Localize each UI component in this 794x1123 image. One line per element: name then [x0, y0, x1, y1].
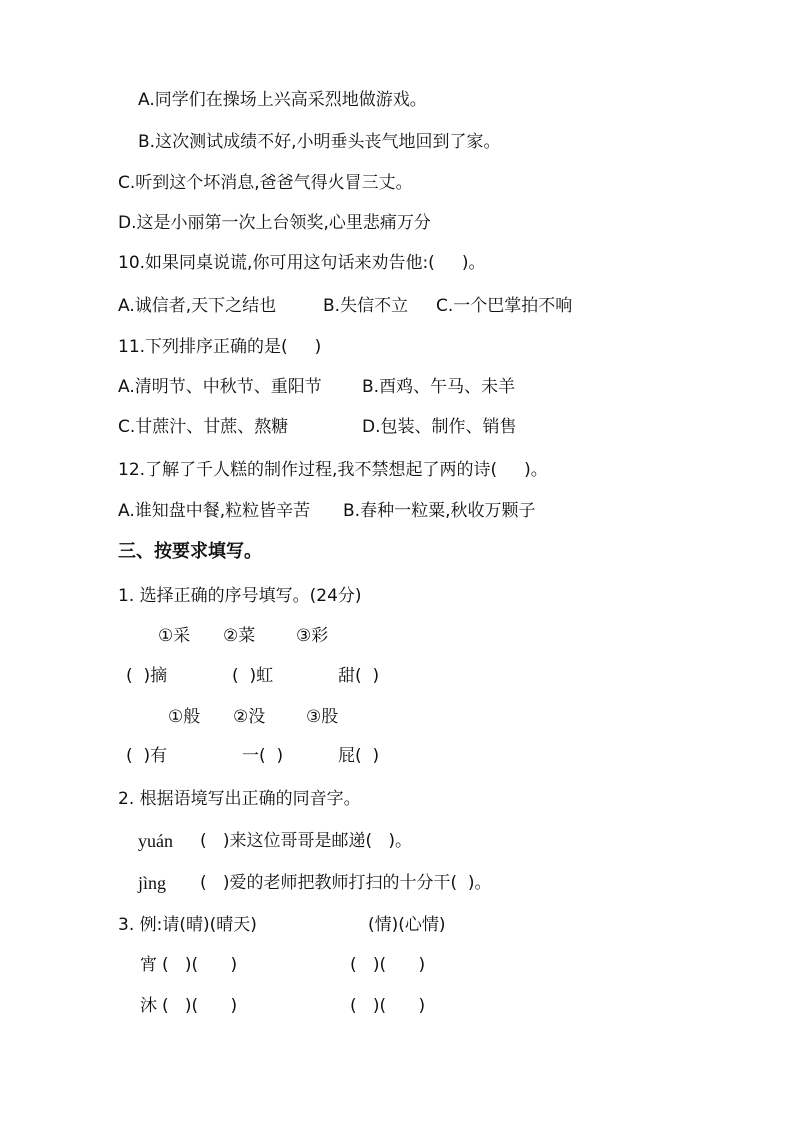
q9-option-c: C.听到这个坏消息,爸爸气得火冒三丈。	[118, 173, 413, 193]
s3-q1-stem: 1. 选择正确的序号填写。(24分)	[118, 586, 362, 606]
s3-q1-group2-option: ①般	[168, 707, 201, 727]
s3-q1-group2-blank: 一( )	[242, 746, 284, 766]
s3-q1-group1-option: ③彩	[296, 626, 329, 646]
q12-option-a: A.谁知盘中餐,粒粒皆辛苦	[118, 501, 311, 521]
q9-option-b: B.这次测试成绩不好,小明垂头丧气地回到了家。	[138, 132, 501, 152]
s3-q1-group2-option: ②没	[233, 707, 266, 727]
s3-q1-group2-option: ③股	[306, 707, 339, 727]
s3-q3-row2-char: 沐	[140, 996, 157, 1016]
q11-option-b: B.酉鸡、午马、未羊	[362, 377, 516, 397]
s3-q1-group1-blank: 甜( )	[338, 666, 380, 686]
q10-option-b: B.失信不立	[323, 296, 409, 316]
s3-q3-row2-blank-b: ( )( )	[350, 996, 426, 1016]
s3-q3-row2-blank-a: ( )( )	[162, 996, 238, 1016]
s3-q2-sentence-2: ( )爱的老师把教师打扫的十分干( )。	[200, 873, 492, 893]
section-3-title: 三、按要求填写。	[118, 541, 262, 562]
q10-stem: 10.如果同桌说谎,你可用这句话来劝告他:( )。	[118, 253, 486, 273]
s3-q2-pinyin-1: yuán	[138, 831, 173, 851]
s3-q2-sentence-1: ( )来这位哥哥是邮递( )。	[200, 831, 412, 851]
s3-q3-example-tail: (情)(心情)	[368, 915, 446, 935]
s3-q3-row1-char: 宵	[140, 955, 157, 975]
s3-q1-group1-option: ②菜	[223, 626, 256, 646]
s3-q3-row1-blank-a: ( )( )	[162, 955, 238, 975]
s3-q1-group1-blank: ( )虹	[232, 666, 274, 686]
s3-q1-group1-blank: ( )摘	[126, 666, 168, 686]
s3-q2-stem: 2. 根据语境写出正确的同音字。	[118, 789, 361, 809]
q9-option-d: D.这是小丽第一次上台领奖,心里悲痛万分	[118, 213, 431, 233]
q10-option-c: C.一个巴掌拍不响	[436, 296, 573, 316]
q10-option-a: A.诚信者,天下之结也	[118, 296, 277, 316]
s3-q3-row1-blank-b: ( )( )	[350, 955, 426, 975]
s3-q1-group2-blank: ( )有	[126, 746, 168, 766]
q12-option-b: B.春种一粒粟,秋收万颗子	[343, 501, 536, 521]
q11-option-c: C.甘蔗汁、甘蔗、熬糖	[118, 417, 289, 437]
q11-stem: 11.下列排序正确的是( )	[118, 337, 322, 357]
s3-q3-stem: 3. 例:请(晴)(晴天)	[118, 915, 257, 935]
q12-stem: 12.了解了千人糕的制作过程,我不禁想起了两的诗( )。	[118, 460, 548, 480]
q11-option-d: D.包装、制作、销售	[362, 417, 517, 437]
s3-q1-group1-option: ①采	[158, 626, 191, 646]
q11-option-a: A.清明节、中秋节、重阳节	[118, 377, 322, 397]
q9-option-a: A.同学们在操场上兴高采烈地做游戏。	[138, 90, 427, 110]
s3-q2-pinyin-2: jìng	[138, 873, 167, 893]
s3-q1-group2-blank: 屁( )	[338, 746, 380, 766]
